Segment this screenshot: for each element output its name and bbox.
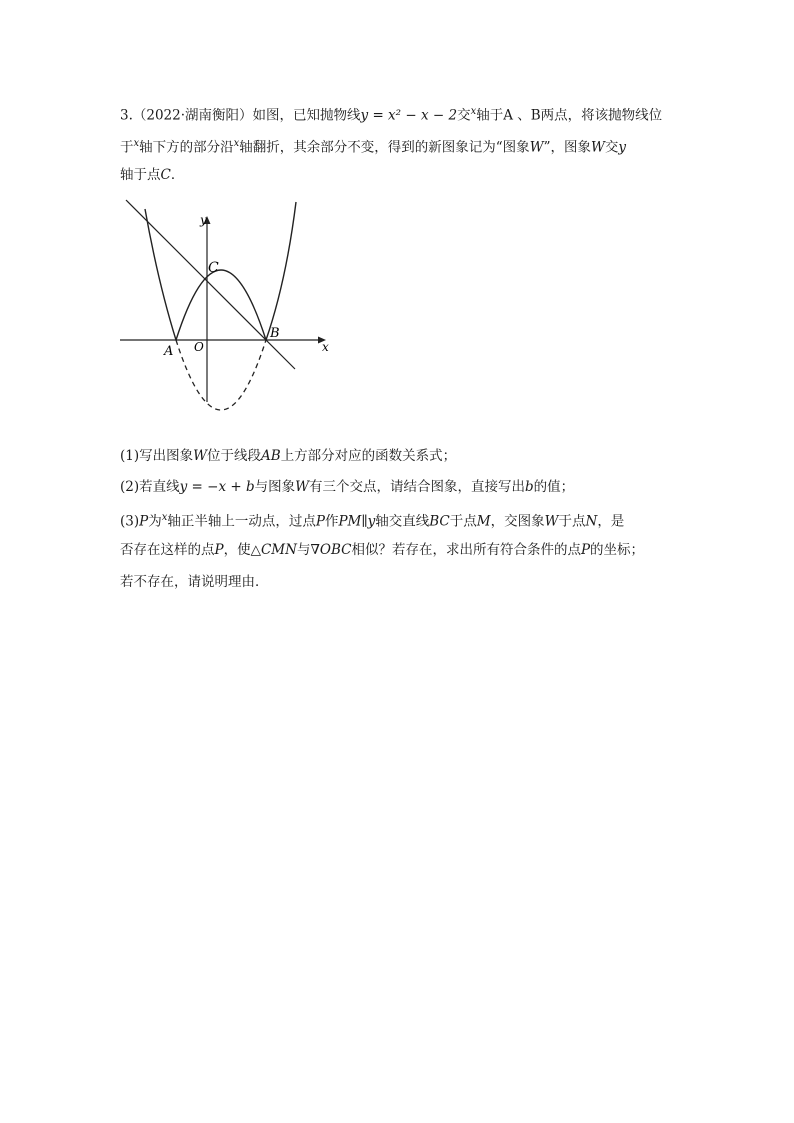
question-3-line-3: 若不存在，请说明理由． <box>120 574 269 590</box>
problem-text: 轴翻折，其余部分不变，得到的新图象记为“图象 <box>239 139 530 156</box>
math-var-W: W <box>193 448 208 464</box>
question-text: 为 <box>148 513 162 530</box>
math-var-b: b <box>525 479 534 495</box>
parabola-right-branch <box>266 202 296 340</box>
label-y: y <box>200 213 207 227</box>
question-text: 有三个交点，请结合图象，直接写出 <box>309 479 525 495</box>
question-2 <box>120 477 574 497</box>
math-segment-PM: PM <box>338 513 362 530</box>
math-var-x: x <box>470 106 477 117</box>
problem-text: ． <box>170 167 185 183</box>
question-text: (1)写出图象 <box>120 448 194 464</box>
triangle-CMN: △CMN <box>250 542 297 558</box>
math-var-x: x <box>161 512 168 523</box>
problem-line-1 <box>120 102 662 126</box>
math-var-W: W <box>544 513 559 530</box>
problem-text: ”，图象 <box>543 139 591 156</box>
math-var-x: x <box>233 138 240 149</box>
question-text: 于点 <box>449 513 477 530</box>
math-var-y: y <box>618 139 627 156</box>
question-text: ，是 <box>597 513 625 530</box>
question-text: ，交图象 <box>490 513 545 530</box>
question-text: 的坐标； <box>590 542 645 558</box>
math-var-N: N <box>585 513 598 530</box>
math-var-C: C <box>160 167 171 183</box>
question-text: 的值； <box>533 479 575 495</box>
parabola-figure <box>118 192 348 432</box>
math-var-M: M <box>476 513 491 530</box>
question-3-line-2 <box>120 540 644 560</box>
question-1 <box>120 446 456 466</box>
math-var-W: W <box>295 479 309 495</box>
question-text: 轴正半轴上一动点，过点 <box>167 513 316 530</box>
problem-line-3 <box>120 165 184 185</box>
math-var-P: P <box>580 542 591 558</box>
problem-text: 于 <box>120 139 134 156</box>
problem-text: 交 <box>604 139 619 156</box>
question-text: (2)若直线 <box>120 479 180 495</box>
math-line-BC: BC <box>429 513 450 530</box>
question-text: (3) <box>120 513 140 530</box>
question-text: 与图象 <box>254 479 296 495</box>
label-B: B <box>270 326 280 341</box>
math-var-P: P <box>214 542 224 558</box>
label-x: x <box>322 340 329 354</box>
math-var-W: W <box>590 139 605 156</box>
question-text: 作 <box>324 513 339 530</box>
question-text: ，使 <box>223 542 251 558</box>
question-text: 上方部分对应的函数关系式； <box>280 448 457 464</box>
parabola-left-branch <box>145 209 176 340</box>
problem-text: 轴下方的部分沿 <box>139 139 234 156</box>
problem-line-2 <box>120 134 626 158</box>
question-text: 相似？若存在，求出所有符合条件的点 <box>351 542 581 558</box>
question-text: 位于线段 <box>207 448 262 464</box>
question-text: 与 <box>296 542 311 558</box>
line-BC <box>126 200 295 369</box>
question-text: 轴交直线 <box>375 513 430 530</box>
flipped-arch <box>176 270 266 340</box>
triangle-OBC: ∇OBC <box>310 542 352 558</box>
question-text: 否存在这样的点 <box>120 542 215 558</box>
problem-text: 交 <box>457 107 471 124</box>
problem-text: 轴于点 <box>120 167 161 183</box>
math-var-W: W <box>529 139 544 156</box>
math-var-x: x <box>133 138 140 149</box>
question-3-line-1 <box>120 508 624 532</box>
label-C: C <box>208 260 219 276</box>
math-var-P: P <box>139 513 149 530</box>
parallel-symbol: ∥ <box>361 513 368 530</box>
math-var-P: P <box>315 513 325 530</box>
math-var-y: y <box>367 513 376 530</box>
problem-text: 3.（2022·湖南衡阳）如图，已知抛物线 <box>120 107 361 124</box>
question-text: 于点 <box>558 513 586 530</box>
dashed-lower-part <box>176 340 266 410</box>
line-equation: y = −x + b <box>179 479 255 495</box>
problem-text: 轴于A 、B两点，将该抛物线位 <box>476 107 663 124</box>
label-O: O <box>194 340 204 354</box>
parabola-equation: y = x² − x − 2 <box>360 107 458 124</box>
math-segment-AB: AB <box>261 448 281 464</box>
label-A: A <box>164 344 174 359</box>
